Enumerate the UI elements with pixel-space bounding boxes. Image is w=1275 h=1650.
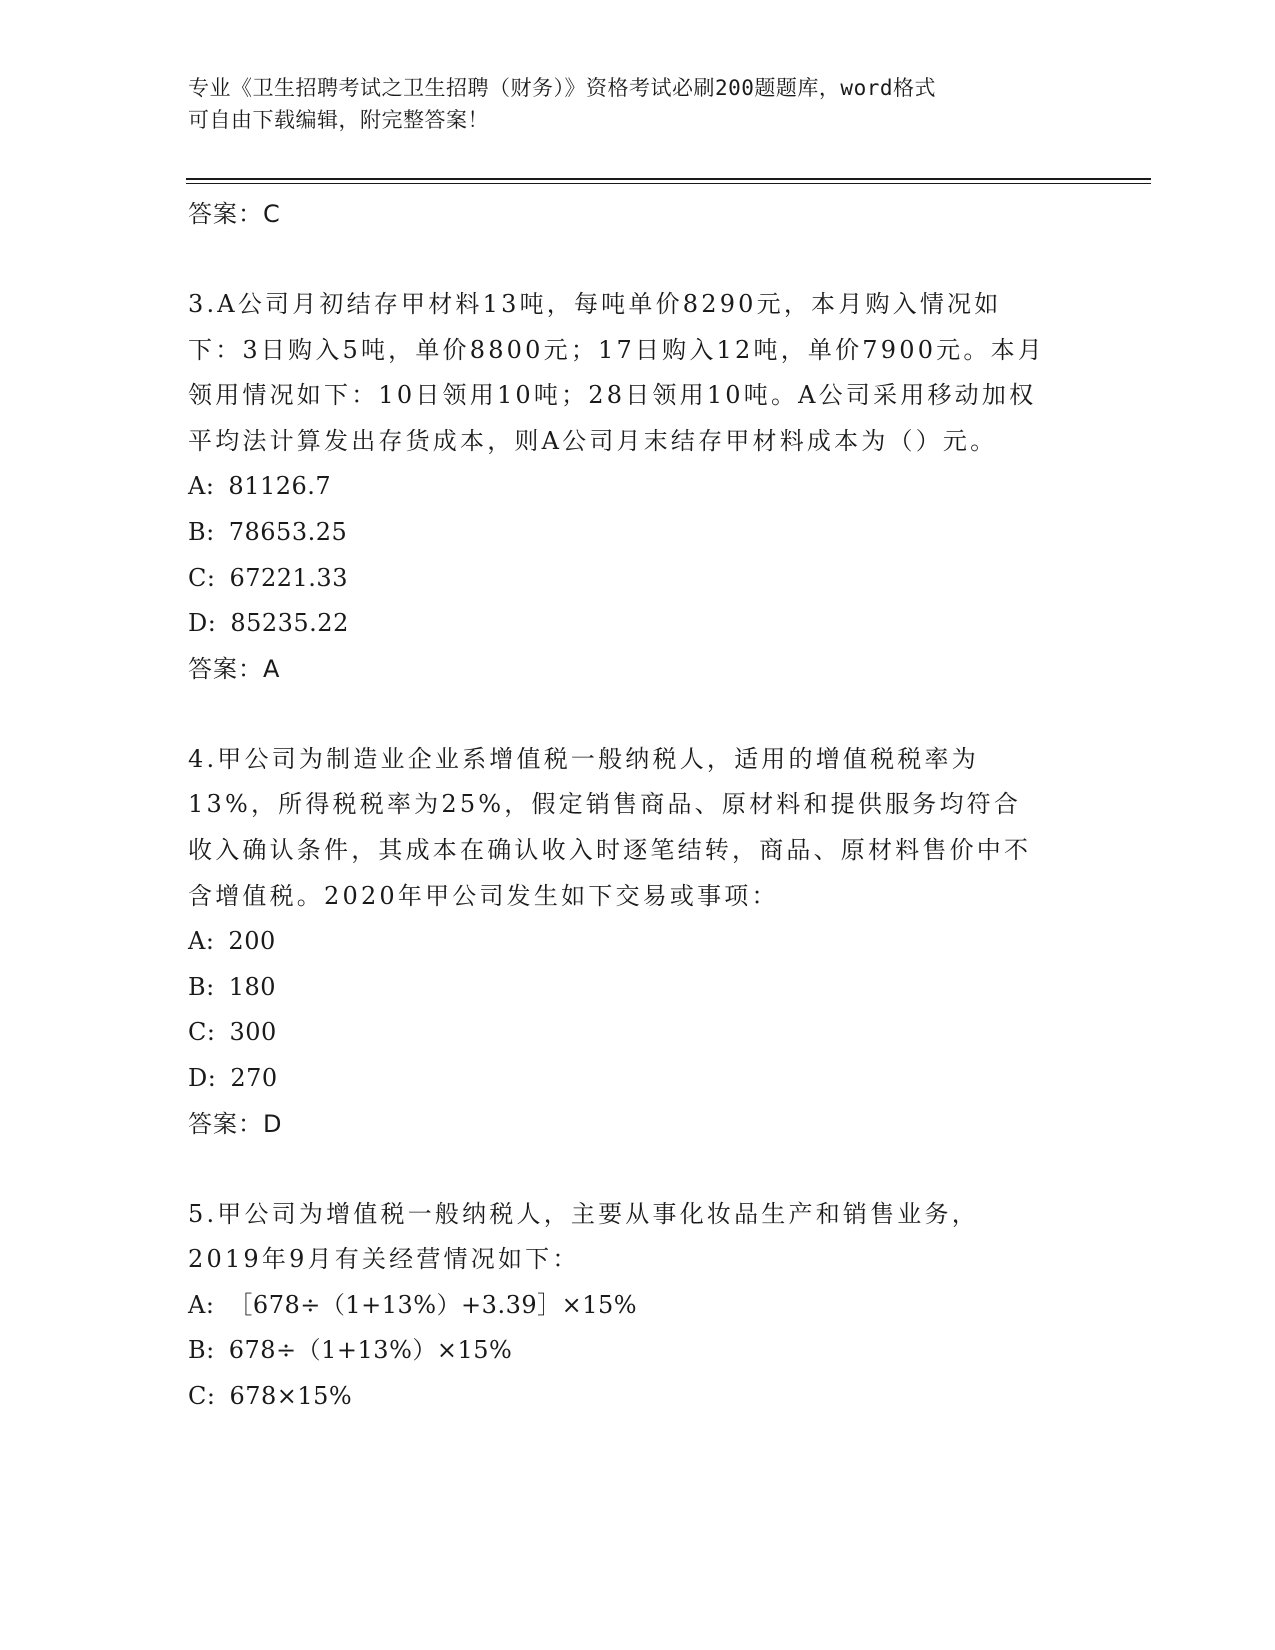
question-3 (188, 282, 1088, 691)
question-4 (188, 737, 1088, 1146)
option-b (188, 965, 1088, 1011)
option-value: 85235.22 (230, 609, 349, 638)
option-value: 78653.25 (228, 517, 348, 546)
document-header (188, 72, 1088, 136)
header-line-2: 可自由下载编辑，附完整答案！ (188, 108, 489, 132)
option-key: C: (188, 563, 216, 592)
option-value: 678÷（1+13%）×15% (228, 1336, 513, 1365)
option-b (188, 1328, 1088, 1374)
question-5 (188, 1192, 1088, 1420)
option-value: 300 (229, 1018, 277, 1047)
option-a (188, 919, 1088, 965)
option-value: 678×15% (229, 1381, 353, 1410)
option-c (188, 1374, 1088, 1420)
option-value: 270 (230, 1063, 278, 1092)
option-value: 81126.7 (228, 472, 332, 501)
option-key: A: (188, 472, 215, 501)
option-c (188, 556, 1088, 602)
question-text: 4.甲公司为制造业企业系增值税一般纳税人，适用的增值税税率为13%，所得税税率为25%，假定销售商品、原材料和提供服务均符合收入确认条件，其成本在确认收入时逐笔结转，商品、原材料售价中不含增值税。2020年甲公司发生如下交易或事项： (188, 744, 1032, 910)
option-value: 67221.33 (229, 563, 348, 592)
option-b (188, 510, 1088, 556)
question-text: 3.A公司月初结存甲材料13吨，每吨单价8290元，本月购入情况如下：3日购入5吨，单价8800元；17日购入12吨，单价7900元。本月领用情况如下：10日领用10吨；28日领用10吨。A公司采用移动加权平均法计算发出存货成本，则A公司月末结存甲材料成本为（）元。 (188, 290, 1045, 455)
option-key: B: (188, 972, 215, 1001)
answer-line: 答案：A (188, 654, 281, 683)
option-key: C: (188, 1381, 216, 1410)
option-key: B: (188, 517, 215, 546)
answer-line: 答案：C (188, 200, 281, 228)
option-key: A: (188, 1290, 215, 1319)
header-divider-bottom (186, 183, 1151, 184)
option-a (188, 1283, 1088, 1329)
option-a (188, 464, 1088, 510)
header-line-1: 专业《卫生招聘考试之卫生招聘（财务）》资格考试必刷200题题库，word格式 (188, 76, 936, 100)
option-d (188, 601, 1088, 647)
option-key: D: (188, 609, 217, 638)
option-value: ［678÷（1+13%）+3.39］×15% (228, 1290, 638, 1319)
option-key: B: (188, 1336, 215, 1365)
option-d (188, 1056, 1088, 1102)
option-key: D: (188, 1063, 217, 1092)
option-key: C: (188, 1018, 216, 1047)
answer-line: 答案：D (188, 1109, 283, 1138)
option-value: 200 (228, 927, 276, 956)
option-c (188, 1010, 1088, 1056)
document-body (188, 192, 1088, 1419)
header-divider-top (186, 178, 1151, 180)
option-value: 180 (228, 972, 277, 1001)
option-key: A: (188, 927, 215, 956)
question-text: 5.甲公司为增值税一般纳税人，主要从事化妆品生产和销售业务，2019年9月有关经营情况如下： (188, 1199, 979, 1274)
